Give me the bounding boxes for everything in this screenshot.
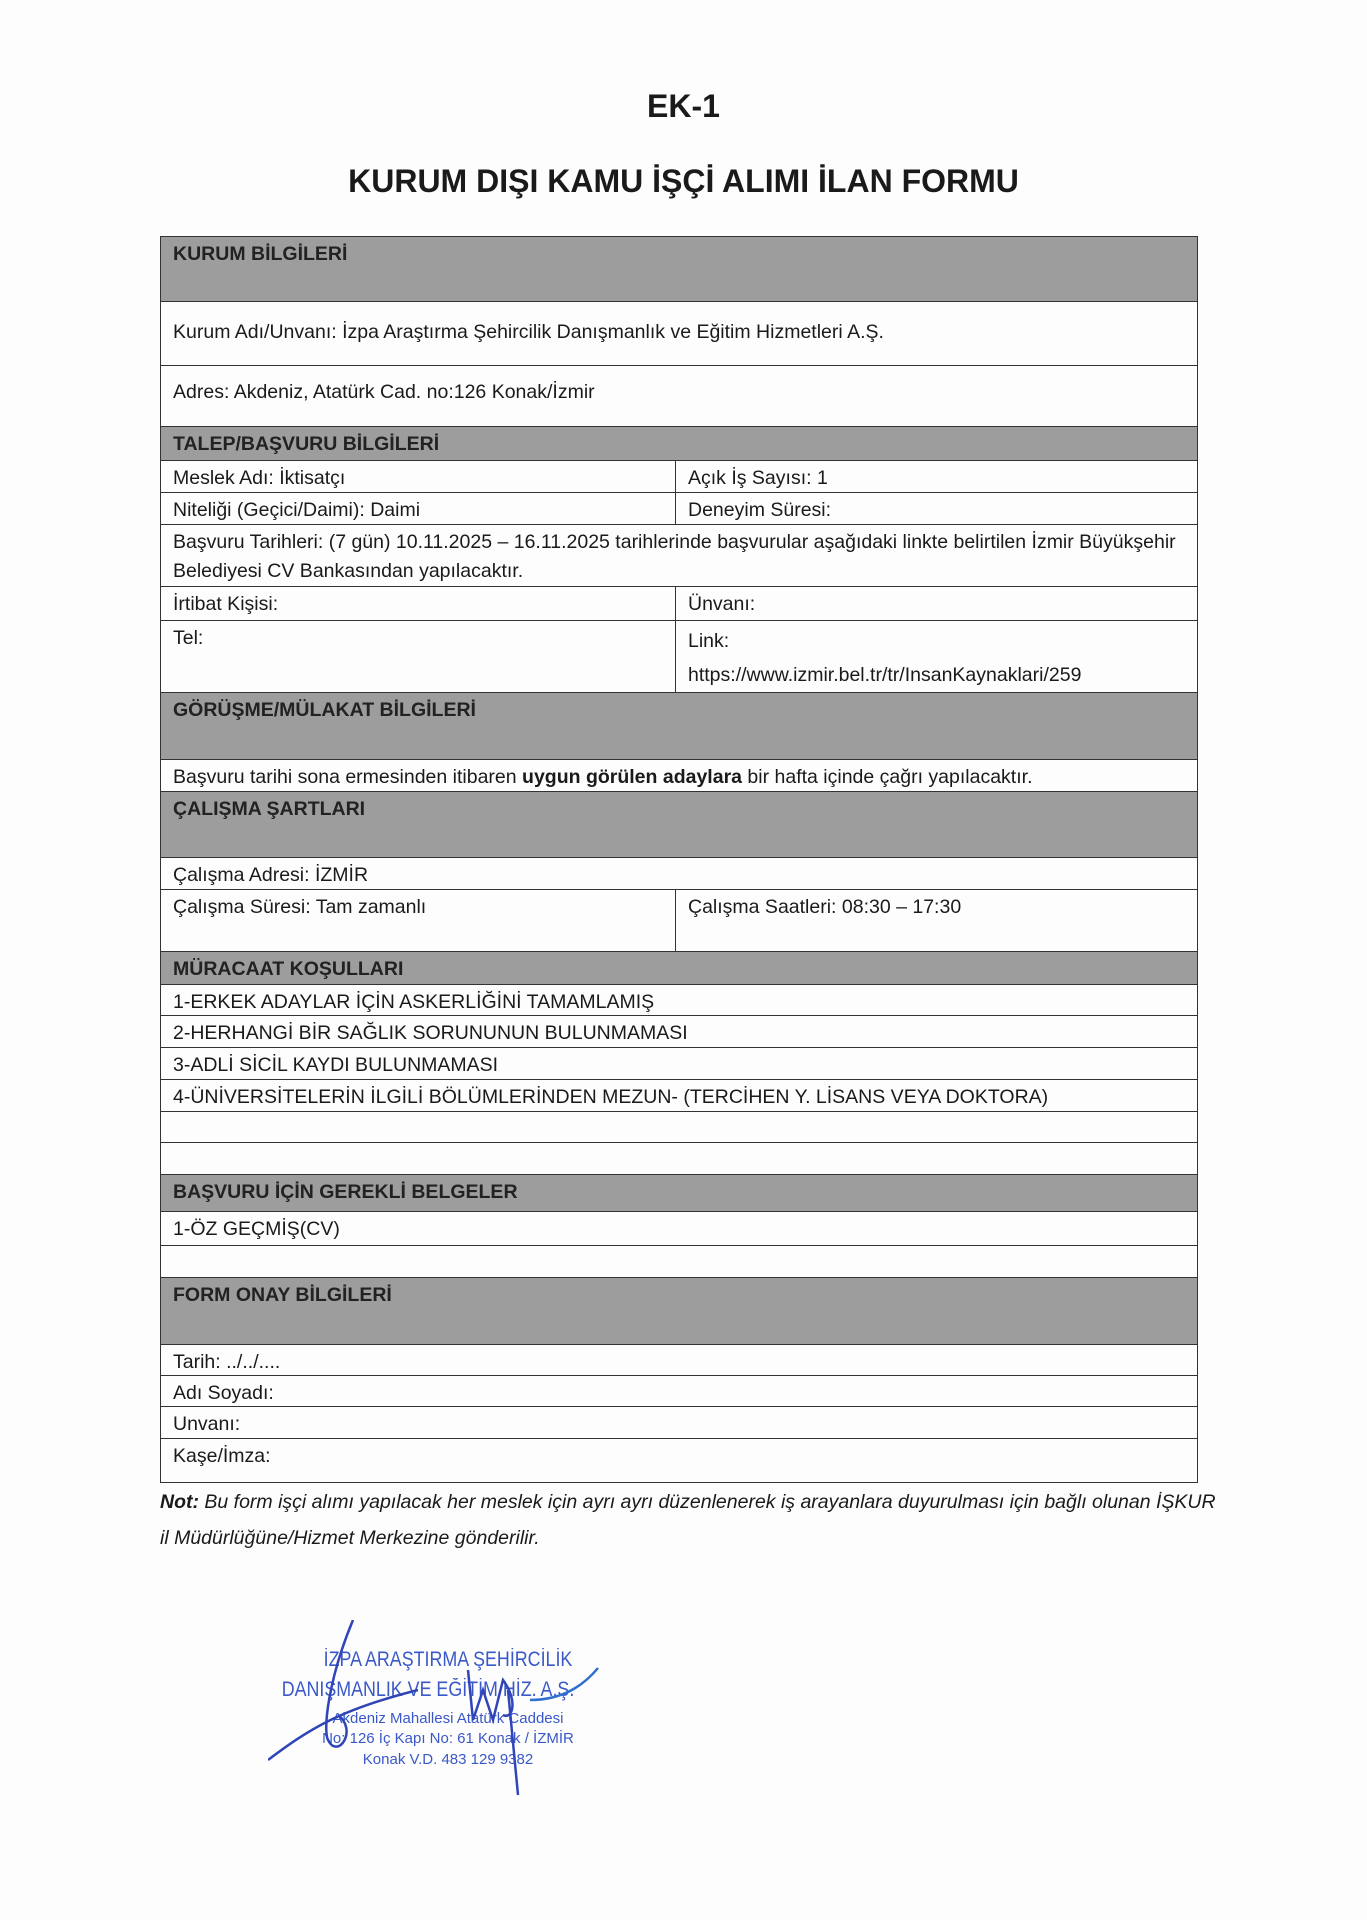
annex-label: EK-1 xyxy=(647,88,720,124)
bold-text: uygun görülen adaylara xyxy=(522,766,742,788)
page-title: KURUM DIŞI KAMU İŞÇİ ALIMI İLAN FORMU xyxy=(348,163,1019,199)
kurum-name: Kurum Adı/Unvanı: İzpa Araştırma Şehircilik Danışmanlık ve Eğitim Hizmetleri A.Ş. xyxy=(173,321,884,343)
application-link[interactable]: https://www.izmir.bel.tr/tr/InsanKaynaklari/259 xyxy=(688,664,1082,686)
condition-item: 2-HERHANGİ BİR SAĞLIK SORUNUNUN BULUNMAMASI xyxy=(173,1022,688,1044)
meslek: Meslek Adı: İktisatçı xyxy=(161,461,676,492)
adi-soyadi: Adı Soyadı: xyxy=(173,1382,274,1404)
onay-unvani: Unvanı: xyxy=(173,1413,241,1435)
unvani: Ünvanı: xyxy=(688,593,756,615)
section-heading: GÖRÜŞME/MÜLAKAT BİLGİLERİ xyxy=(173,699,476,721)
stamp-line: İZPA ARAŞTIRMA ŞEHİRCİLİK xyxy=(323,1648,573,1671)
section-kurum xyxy=(161,237,1197,302)
gorusme-text xyxy=(161,760,1197,791)
note-text: Bu form işçi alımı yapılacak her meslek için ayrı ayrı düzenlenerek iş arayanlara duyurulması için bağlı olunan İŞKUR il Müdürlüğüne/Hizmet Merkezine gönderilir. xyxy=(160,1491,1216,1549)
calisma-saatleri: Çalışma Saatleri: 08:30 – 17:30 xyxy=(688,896,962,918)
calisma-suresi: Çalışma Süresi: Tam zamanlı xyxy=(161,890,676,951)
section-heading: ÇALIŞMA ŞARTLARI xyxy=(173,798,366,820)
text: bir hafta içinde çağrı yapılacaktır. xyxy=(742,766,1033,788)
section-heading: BAŞVURU İÇİN GEREKLİ BELGELER xyxy=(173,1181,518,1203)
section-heading: MÜRACAAT KOŞULLARI xyxy=(173,958,404,980)
empty-row xyxy=(161,1246,1197,1278)
irtibat: İrtibat Kişisi: xyxy=(161,587,676,620)
text: Başvuru tarihi sona ermesinden itibaren xyxy=(173,766,523,788)
acik-is: Açık İş Sayısı: 1 xyxy=(688,467,828,489)
form-table xyxy=(160,236,1198,1483)
section-heading: TALEP/BAŞVURU BİLGİLERİ xyxy=(173,433,440,455)
nitelik: Niteliği (Geçici/Daimi): Daimi xyxy=(161,493,676,524)
stamp-line: DANIŞMANLIK VE EĞİTİM HİZ. A.Ş. xyxy=(281,1678,575,1701)
stamp-line: No: 126 İç Kapı No: 61 Konak / İZMİR xyxy=(322,1730,574,1747)
kurum-address: Adres: Akdeniz, Atatürk Cad. no:126 Konak/İzmir xyxy=(173,381,595,403)
empty-row xyxy=(161,1143,1197,1175)
document-item: 1-ÖZ GEÇMİŞ(CV) xyxy=(173,1218,340,1240)
section-heading: KURUM BİLGİLERİ xyxy=(173,243,348,265)
condition-item: 3-ADLİ SİCİL KAYDI BULUNMAMASI xyxy=(173,1054,499,1076)
tarih: Tarih: ../../.... xyxy=(173,1351,281,1373)
condition-item: 4-ÜNİVERSİTELERİN İLGİLİ BÖLÜMLERİNDEN MEZUN- (TERCİHEN Y. LİSANS VEYA DOKTORA) xyxy=(173,1086,1049,1108)
basvuru-tarihleri: Başvuru Tarihleri: (7 gün) 10.11.2025 – 16.11.2025 tarihlerinde başvurular aşağıdaki linkte belirtilen İzmir Büyükşehir Belediyesi CV Bankasından yapılacaktır. xyxy=(173,531,1176,582)
calisma-adresi: Çalışma Adresi: İZMİR xyxy=(173,864,369,886)
condition-item: 1-ERKEK ADAYLAR İÇİN ASKERLİĞİNİ TAMAMLAMIŞ xyxy=(173,991,655,1013)
deneyim: Deneyim Süresi: xyxy=(688,499,832,521)
tel: Tel: xyxy=(161,621,676,692)
empty-row xyxy=(161,1112,1197,1143)
kase-imza: Kaşe/İmza: xyxy=(173,1445,271,1467)
note-label: Not: xyxy=(160,1491,199,1513)
footer-note xyxy=(160,1484,1220,1556)
stamp-line: Konak V.D. 483 129 9382 xyxy=(362,1751,534,1768)
link-label: Link: xyxy=(688,630,730,652)
stamp-line: Akdeniz Mahallesi Atatürk Caddesi xyxy=(332,1710,564,1727)
company-stamp-signature xyxy=(268,1620,708,1800)
section-heading: FORM ONAY BİLGİLERİ xyxy=(173,1284,392,1306)
signature-icon xyxy=(268,1620,708,1800)
